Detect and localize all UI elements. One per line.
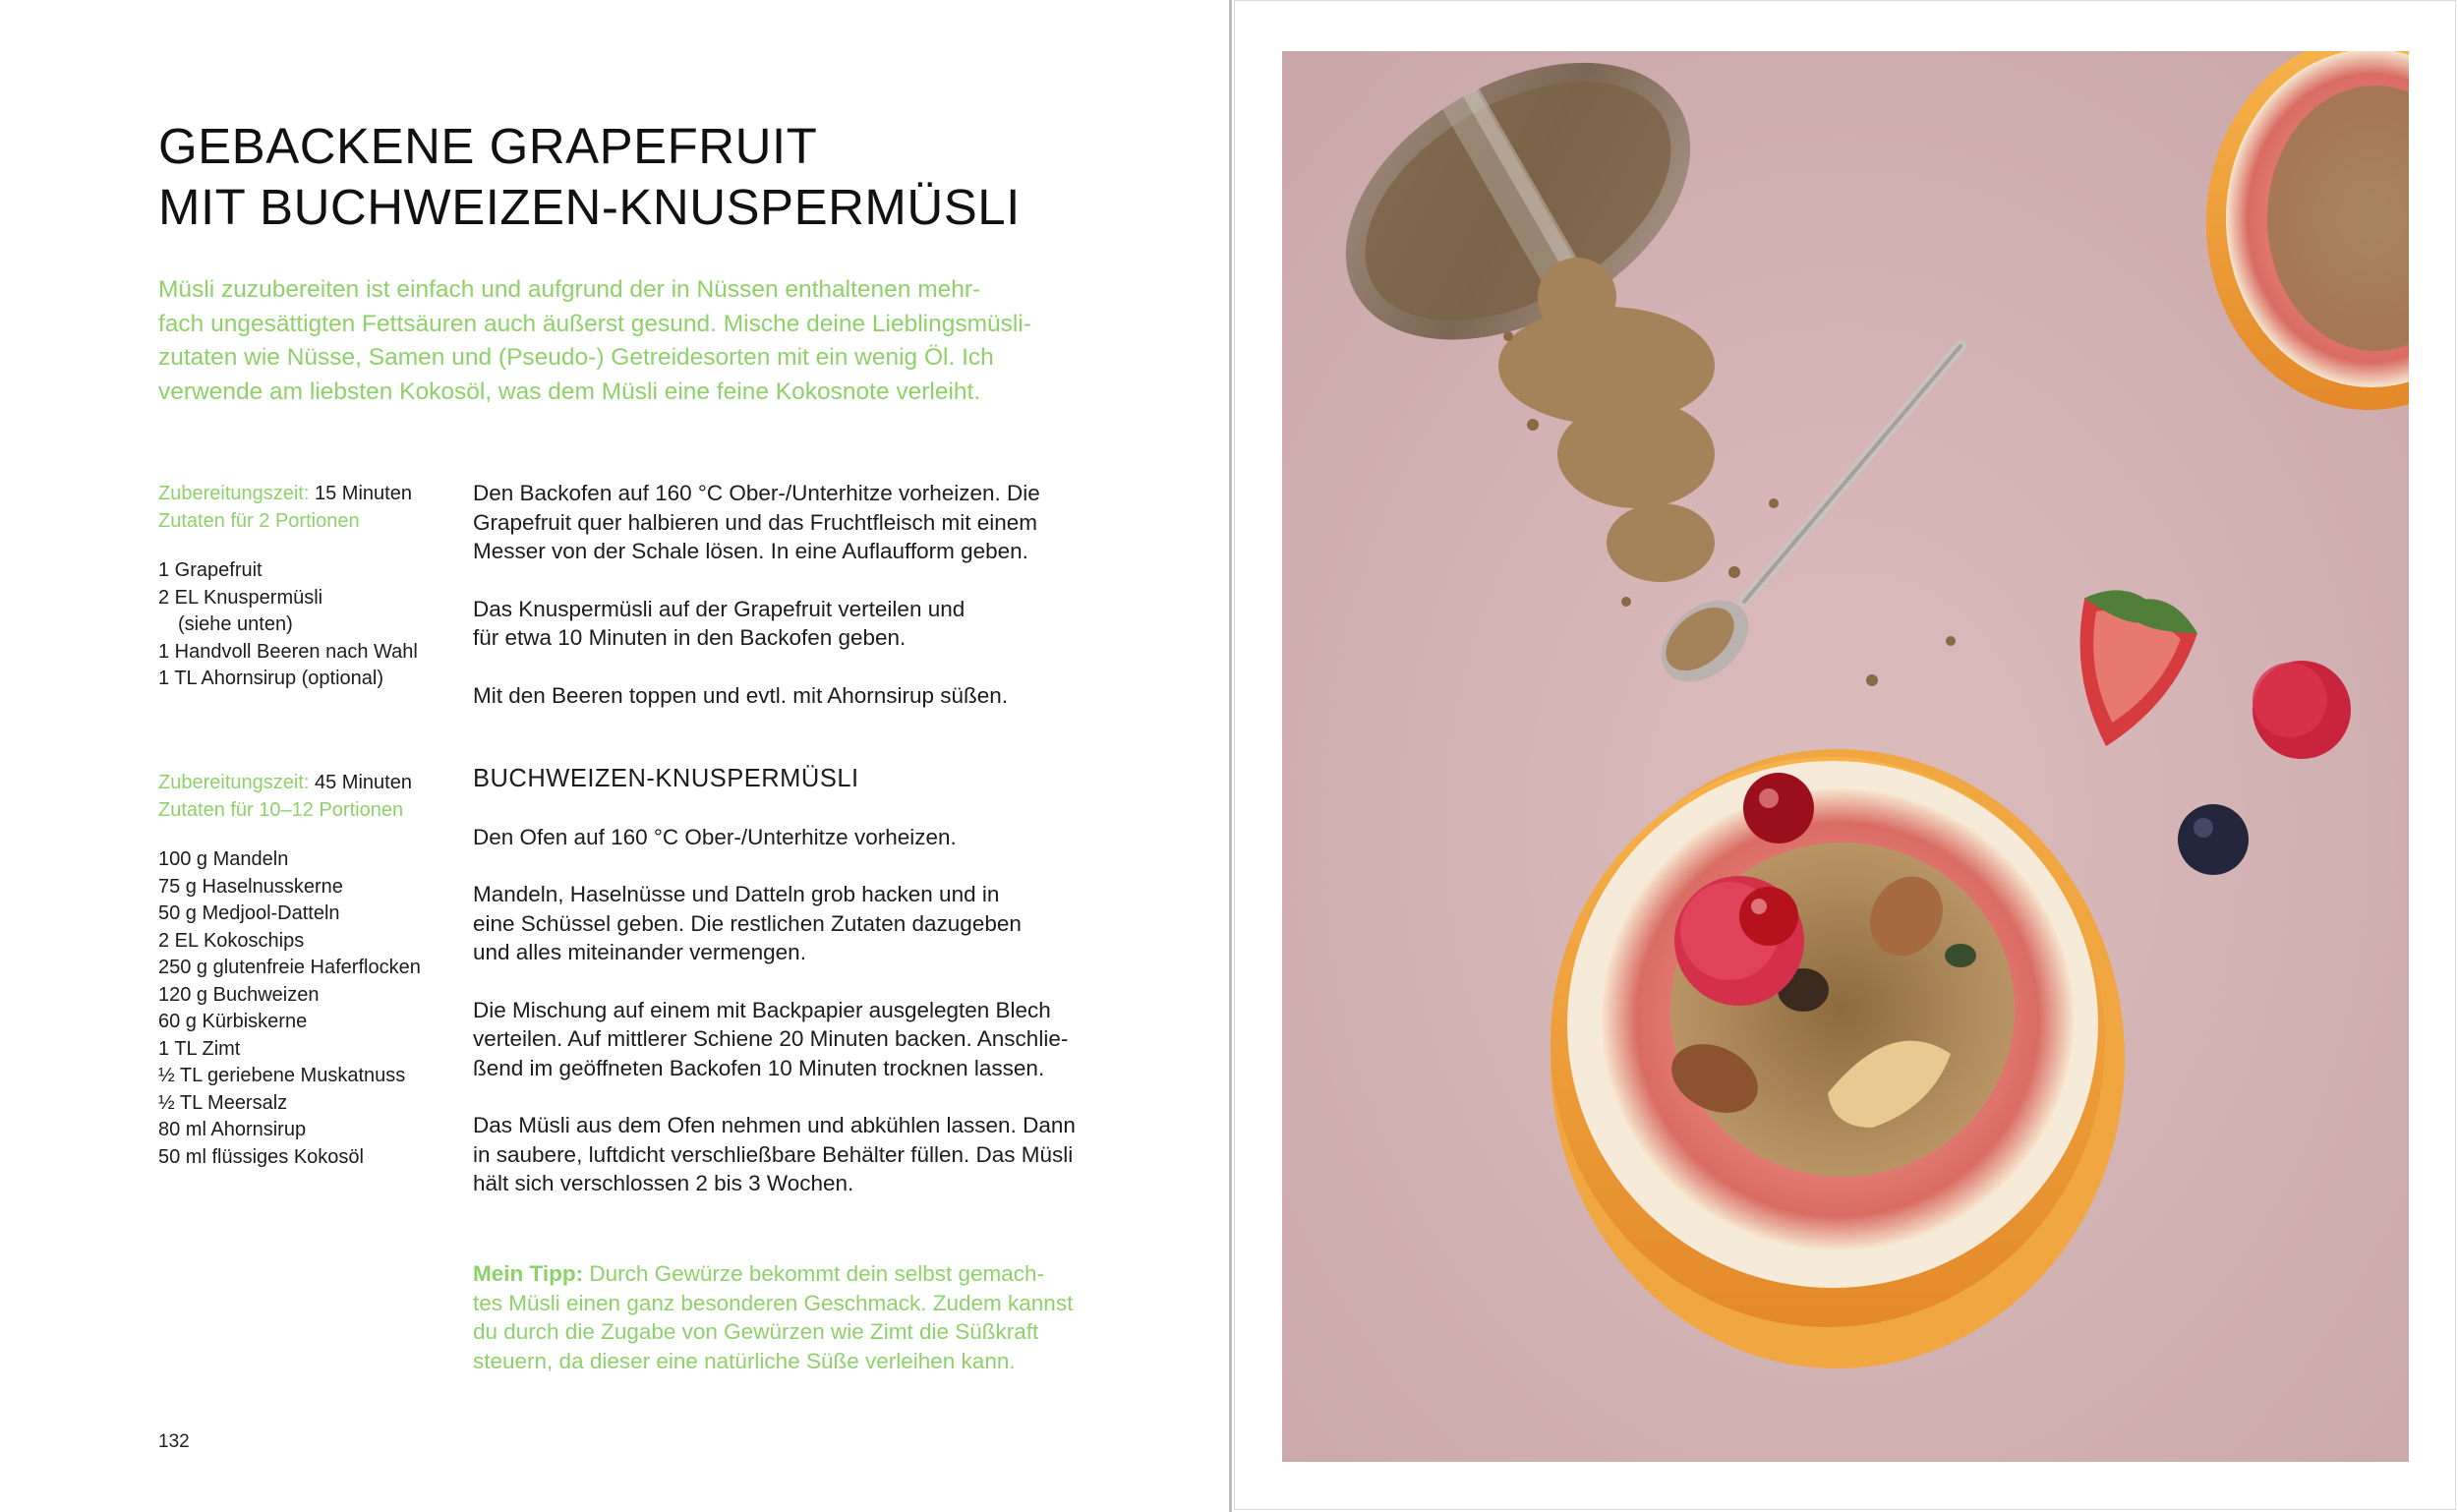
step-line: Mit den Beeren toppen und evtl. mit Ahornsirup süßen. bbox=[473, 682, 1009, 708]
blueberry bbox=[2178, 804, 2249, 875]
ingredient: 50 g Medjool-Datteln bbox=[158, 902, 340, 924]
ingredient: 1 Handvoll Beeren nach Wahl bbox=[158, 640, 418, 663]
ingredient: 100 g Mandeln bbox=[158, 848, 289, 870]
prep-time-value: 15 Minuten bbox=[314, 483, 412, 504]
step-line: Den Backofen auf 160 °C Ober-/Unterhitze vorheizen. Die bbox=[473, 481, 1040, 505]
step-line: für etwa 10 Minuten in den Backofen geben. bbox=[473, 625, 907, 650]
ingredient-note: (siehe unten) bbox=[178, 613, 293, 635]
ingredient: 120 g Buchweizen bbox=[158, 983, 320, 1006]
recipe1-steps bbox=[473, 479, 1122, 710]
recipe2-ingredients bbox=[158, 770, 453, 1171]
tip-line: tes Müsli einen ganz besonderen Geschmack. Zudem kannst bbox=[473, 1290, 1074, 1315]
step-line: ßend im geöffneten Backofen 10 Minuten trocknen lassen. bbox=[473, 1055, 1045, 1080]
ingredient: 2 EL Kokoschips bbox=[158, 929, 305, 952]
step-line: verteilen. Auf mittlerer Schiene 20 Minuten backen. Anschlie- bbox=[473, 1026, 1069, 1051]
step-line: und alles miteinander vermengen. bbox=[473, 940, 806, 964]
prep-time bbox=[158, 770, 453, 797]
ingredient: 250 g glutenfreie Haferflocken bbox=[158, 957, 421, 978]
step-line: Den Ofen auf 160 °C Ober-/Unterhitze vorheizen. bbox=[473, 824, 957, 849]
subheading: BUCHWEIZEN-KNUSPERMÜSLI bbox=[473, 765, 859, 792]
recipe2-steps bbox=[473, 765, 1122, 1198]
prep-time bbox=[158, 481, 453, 508]
tip-label: Mein Tipp: bbox=[473, 1261, 584, 1286]
food-photo bbox=[1282, 51, 2409, 1462]
prep-time-label: Zubereitungszeit: bbox=[158, 772, 310, 793]
portions: Zutaten für 2 Portionen bbox=[158, 509, 360, 532]
cranberry bbox=[1739, 887, 1798, 946]
intro-line: Müsli zuzubereiten ist einfach und aufgrund der in Nüssen enthaltenen mehr- bbox=[158, 276, 981, 303]
tip-text: Durch Gewürze bekommt dein selbst gemach- bbox=[583, 1261, 1045, 1286]
recipe1-ingredients bbox=[158, 481, 453, 693]
ingredient: 2 EL Knuspermüsli bbox=[158, 586, 323, 609]
step-line: Die Mischung auf einem mit Backpapier ausgelegten Blech bbox=[473, 997, 1051, 1022]
page-number: 132 bbox=[158, 1431, 190, 1452]
ingredient: ½ TL geriebene Muskatnuss bbox=[158, 1065, 406, 1086]
tip-line bbox=[473, 1259, 1073, 1289]
ingredient: 50 ml flüssiges Kokosöl bbox=[158, 1145, 364, 1168]
recipe-title bbox=[158, 116, 1021, 238]
title-line-2: MIT BUCHWEIZEN-KNUSPERMÜSLI bbox=[158, 179, 1021, 235]
ingredient: 1 TL Ahornsirup (optional) bbox=[158, 668, 384, 689]
step-line: Grapefruit quer halbieren und das Fruchtfleisch mit einem bbox=[473, 509, 1038, 535]
step-line: in saubere, luftdicht verschließbare Behälter füllen. Das Müsli bbox=[473, 1141, 1074, 1167]
step-line: Messer von der Schale lösen. In eine Auflaufform geben. bbox=[473, 539, 1028, 563]
title-line-1: GEBACKENE GRAPEFRUIT bbox=[158, 118, 818, 174]
ingredient: 80 ml Ahornsirup bbox=[158, 1119, 307, 1140]
ingredient: 1 TL Zimt bbox=[158, 1037, 241, 1060]
ingredient: ½ TL Meersalz bbox=[158, 1091, 288, 1114]
intro-line: verwende am liebsten Kokosöl, was dem Müsli eine feine Kokosnote verleiht. bbox=[158, 378, 981, 405]
ingredient: 75 g Haselnusskerne bbox=[158, 875, 343, 898]
step-line: hält sich verschlossen 2 bis 3 Wochen. bbox=[473, 1171, 854, 1195]
cranberry bbox=[1743, 773, 1814, 843]
tip-line: du durch die Zugabe von Gewürzen wie Zimt die Süßkraft bbox=[473, 1319, 1039, 1344]
tip-box bbox=[473, 1259, 1073, 1375]
intro-line: zutaten wie Nüsse, Samen und (Pseudo-) Getreidesorten mit ein wenig Öl. Ich bbox=[158, 344, 994, 371]
prep-time-value: 45 Minuten bbox=[314, 772, 412, 793]
prep-time-label: Zubereitungszeit: bbox=[158, 483, 310, 504]
grapefruit-half-main bbox=[1551, 749, 2125, 1368]
step-line: eine Schüssel geben. Die restlichen Zutaten dazugeben bbox=[473, 910, 1022, 936]
tip-line: steuern, da dieser eine natürliche Süße verleihen kann. bbox=[473, 1348, 1016, 1373]
step-line: Mandeln, Haselnüsse und Datteln grob hacken und in bbox=[473, 882, 1000, 906]
intro-paragraph bbox=[158, 273, 1102, 409]
intro-line: fach ungesättigten Fettsäuren auch äußerst gesund. Mische deine Lieblingsmüsli- bbox=[158, 310, 1031, 337]
ingredient: 60 g Kürbiskerne bbox=[158, 1011, 308, 1032]
step-line: Das Müsli aus dem Ofen nehmen und abkühlen lassen. Dann bbox=[473, 1113, 1076, 1137]
step-line: Das Knuspermüsli auf der Grapefruit verteilen und bbox=[473, 596, 966, 621]
ingredient: 1 Grapefruit bbox=[158, 559, 263, 581]
portions: Zutaten für 10–12 Portionen bbox=[158, 798, 404, 821]
